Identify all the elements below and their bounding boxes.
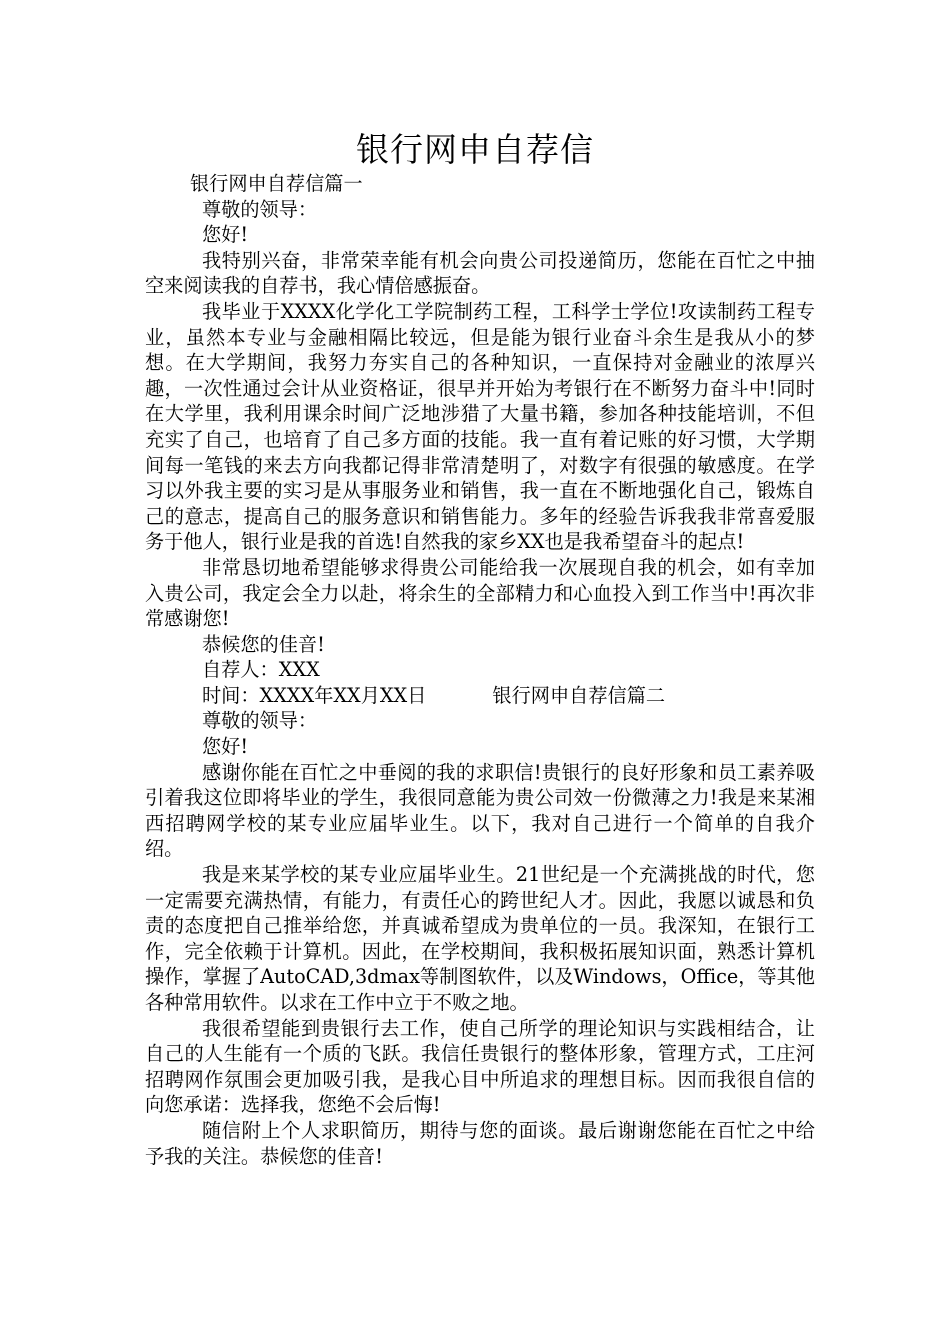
document-page — [145, 0, 815, 1344]
body-paragraph: 感谢你能在百忙之中垂阅的我的求职信!贵银行的良好形象和员工素养吸引着我这位即将毕业的学生，我很同意能为贵公司效一份微薄之力!我是来某湘西招聘网学校的某专业应届毕业生。以下，我对自己进行一个简单的自我介绍。 — [145, 760, 815, 861]
body-paragraph: 我特别兴奋，非常荣幸能有机会向贵公司投递简历，您能在百忙之中抽空来阅读我的自荐书，我心情倍感振奋。 — [145, 248, 815, 298]
body-paragraph: 随信附上个人求职简历，期待与您的面谈。最后谢谢您能在百忙之中给予我的关注。恭候您的佳音! — [145, 1118, 815, 1168]
document-title: 银行网申自荐信 — [356, 130, 594, 169]
body-paragraph: 非常恳切地希望能够求得贵公司能给我一次展现自我的机会，如有幸加入贵公司，我定会全力以赴，将余生的全部精力和心血投入到工作当中!再次非常感谢您! — [145, 555, 815, 631]
signature-line: 自荐人：XXX — [202, 658, 320, 682]
greeting: 您好! — [202, 735, 249, 759]
salutation: 尊敬的领导： — [202, 709, 318, 733]
body-paragraph: 我毕业于XXXX化学化工学院制药工程，工科学士学位!攻读制药工程专业，虽然本专业与金融相隔比较远，但是能为银行业奋斗余生是我从小的梦想。在大学期间，我努力夯实自己的各种知识，一直保持对金融业的浓厚兴趣，一次性通过会计从业资格证，很早并开始为考银行在不断努力奋斗中!同时在大学里，我利用课余时间广泛地涉猎了大量书籍，参加各种技能培训，不但充实了自己，也培育了自己多方面的技能。我一直有着记账的好习惯，大学期间每一笔钱的来去方向我都记得非常清楚明了，对数字有很强的敏感度。在学习以外我主要的实习是从事服务业和销售，我一直在不断地强化自己，锻炼自己的意志，提高自己的服务意识和销售能力。多年的经验告诉我我非常喜爱服务于他人，银行业是我的首选!自然我的家乡XX也是我希望奋斗的起点! — [145, 299, 815, 554]
date-text: 时间：XXXX年XX月XX日 — [202, 683, 427, 707]
document-body — [145, 171, 815, 1169]
section-heading: 银行网申自荐信篇二 — [492, 683, 666, 707]
body-paragraph: 我是来某学校的某专业应届毕业生。21世纪是一个充满挑战的时代，您一定需要充满热情，有能力，有责任心的跨世纪人才。因此，我愿以诚恳和负责的态度把自己推举给您，并真诚希望成为贵单位的一员。我深知，在银行工作，完全依赖于计算机。因此，在学校期间，我积极拓展知识面，熟悉计算机操作，掌握了AutoCAD,3dmax等制图软件，以及Windows，Office，等其他各种常用软件。以求在工作中立于不败之地。 — [145, 863, 815, 1014]
greeting: 您好! — [202, 223, 249, 247]
body-paragraph: 我很希望能到贵银行去工作，使自己所学的理论知识与实践相结合，让自己的人生能有一个质的飞跃。我信任贵银行的整体形象，管理方式，工庄河招聘网作氛围会更加吸引我，是我心目中所追求的理想目标。因而我很自信的向您承诺：选择我，您绝不会后悔! — [145, 1016, 815, 1117]
salutation: 尊敬的领导： — [202, 197, 318, 221]
date-line — [145, 683, 815, 709]
section-heading: 银行网申自荐信篇一 — [190, 172, 363, 195]
closing-line: 恭候您的佳音! — [202, 632, 325, 656]
